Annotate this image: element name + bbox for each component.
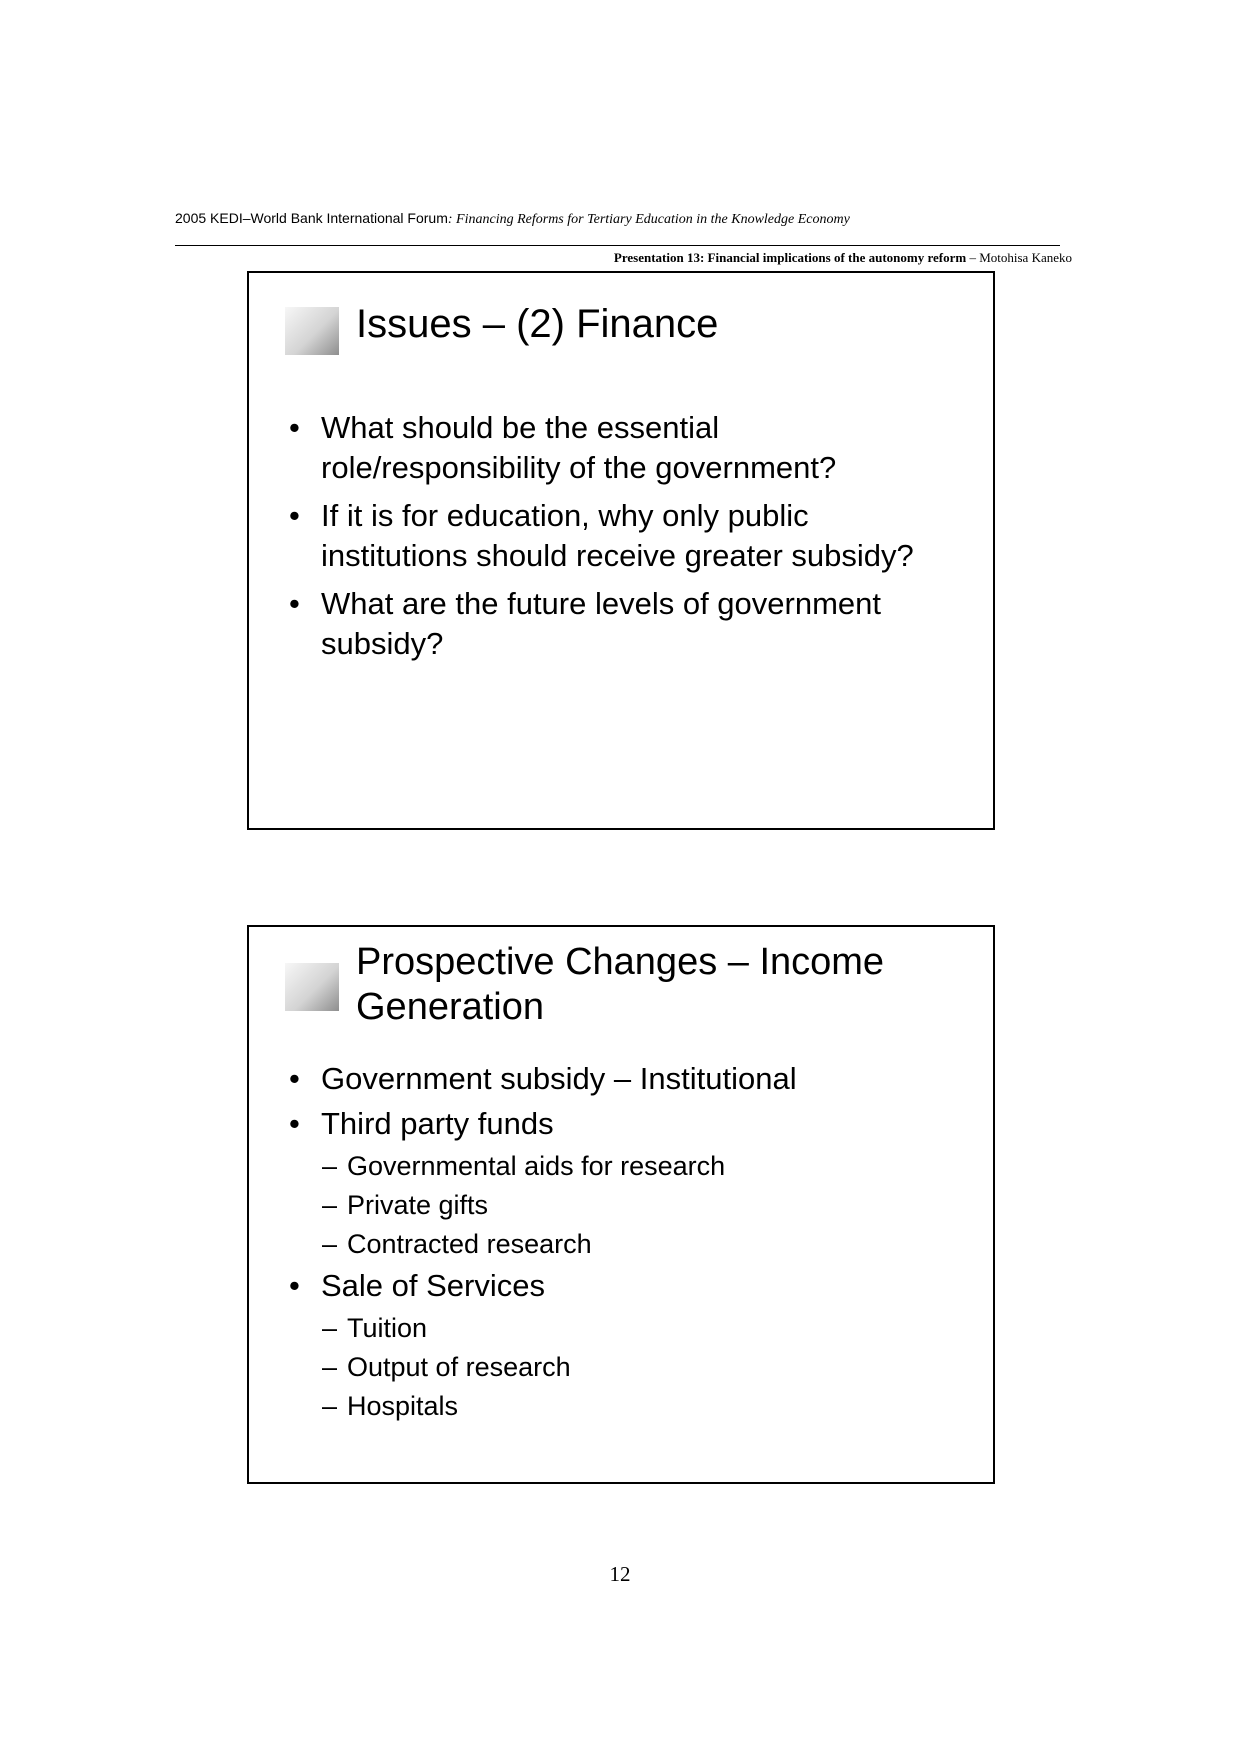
presentation-title: Presentation 13: Financial implications of the autonomy reform bbox=[613, 250, 967, 265]
sub-bullet-item bbox=[289, 1225, 949, 1264]
dash-marker: – bbox=[322, 1151, 338, 1181]
slide-title-gradient-block bbox=[285, 307, 339, 355]
bullet-item: • Third party funds bbox=[289, 1102, 949, 1145]
sub-bullet-text: Private gifts bbox=[347, 1190, 489, 1220]
slide-income-generation bbox=[247, 925, 995, 1484]
sub-bullet-item bbox=[289, 1186, 949, 1225]
bullet-item: • What should be the essential role/responsibility of the government? bbox=[289, 408, 949, 488]
forum-name: 2005 KEDI–World Bank International Forum bbox=[175, 210, 448, 226]
sub-bullet-item bbox=[289, 1348, 949, 1387]
forum-subtitle: : Financing Reforms for Tertiary Education in the Knowledge Economy bbox=[447, 212, 850, 227]
dash-marker: – bbox=[322, 1190, 338, 1220]
sub-bullet-text: Contracted research bbox=[347, 1229, 592, 1259]
sub-bullet-text: Tuition bbox=[347, 1313, 428, 1343]
slide-title: Issues – (2) Finance bbox=[356, 302, 719, 346]
sub-bullet-item bbox=[289, 1147, 949, 1186]
header-rule bbox=[175, 245, 1060, 246]
bullet-item: • Sale of Services bbox=[289, 1264, 949, 1307]
dash-marker: – bbox=[322, 1313, 338, 1343]
sub-bullet-text: Output of research bbox=[347, 1352, 571, 1382]
slide-issues-finance bbox=[247, 271, 995, 830]
bullet-item: • What are the future levels of government subsidy? bbox=[289, 584, 949, 664]
bullet-item: • Government subsidy – Institutional bbox=[289, 1057, 949, 1100]
dash-marker: – bbox=[322, 1229, 338, 1259]
sub-bullet-item bbox=[289, 1309, 949, 1348]
bullet-list bbox=[289, 408, 949, 672]
bullet-item: • If it is for education, why only public institutions should receive greater subsidy? bbox=[289, 496, 949, 576]
sub-bullet-text: Hospitals bbox=[347, 1391, 459, 1421]
slide-title-gradient-block bbox=[285, 963, 339, 1011]
dash-marker: – bbox=[322, 1391, 338, 1421]
presentation-author: – Motohisa Kaneko bbox=[966, 250, 1072, 265]
sub-bullet-text: Governmental aids for research bbox=[347, 1151, 726, 1181]
slide-title: Prospective Changes – Income Generation bbox=[356, 941, 885, 1028]
running-header bbox=[175, 210, 850, 228]
bullet-list bbox=[289, 1057, 949, 1426]
dash-marker: – bbox=[322, 1352, 338, 1382]
presentation-header bbox=[614, 250, 1072, 266]
page-number: 12 bbox=[609, 1562, 631, 1586]
sub-bullet-item bbox=[289, 1387, 949, 1426]
